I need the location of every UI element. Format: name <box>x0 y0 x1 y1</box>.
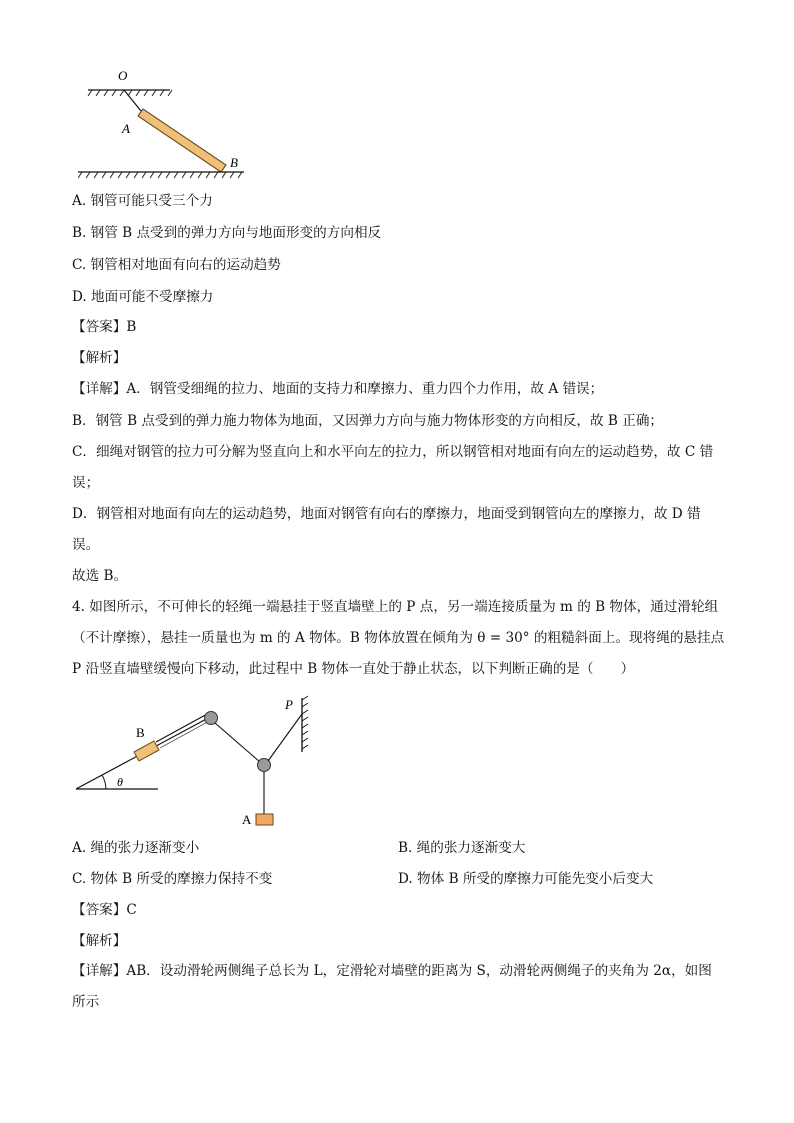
q3-explanation-line: 误。 <box>72 537 100 553</box>
q3-explanation-line: C．细绳对钢管的拉力可分解为竖直向上和水平向左的拉力，所以钢管相对地面有向左的运动趋势，故 C 错 <box>72 444 714 460</box>
q3-analysis-heading: 【解析】 <box>72 350 127 366</box>
q4-answer: 【答案】C <box>72 902 137 918</box>
q4-stem-line: （不计摩擦），悬挂一质量也为 m 的 A 物体。B 物体放置在倾角为 θ = 30° 的粗糙斜面上。现将绳的悬挂点 <box>72 630 725 646</box>
label-b: B <box>230 155 238 170</box>
q3-answer: 【答案】B <box>72 319 137 335</box>
q3-explanation-line: 【详解】A．钢管受细绳的拉力、地面的支持力和摩擦力、重力四个力作用，故 A 错误； <box>72 381 604 397</box>
q3-explanation-line: 误； <box>72 475 100 491</box>
q3-option-a: A. 钢管可能只受三个力 <box>72 193 213 209</box>
label-a: A <box>122 121 130 136</box>
q3-option-d: D. 地面可能不受摩擦力 <box>72 289 214 305</box>
q4-option-c: C. 物体 B 所受的摩擦力保持不变 <box>72 871 273 887</box>
q4-stem-line: 4. 如图所示，不可伸长的轻绳一端悬挂于竖直墙壁上的 P 点，另一端连接质量为 m 的 B 物体，通过滑轮组 <box>72 599 719 615</box>
q3-option-b: B. 钢管 B 点受到的弹力方向与地面形变的方向相反 <box>72 225 382 241</box>
q3-explanation-line: B．钢管 B 点受到的弹力施力物体为地面，又因弹力方向与施力物体形变的方向相反，故 B 正确； <box>72 413 663 429</box>
label-p: P <box>285 697 293 712</box>
label-a: A <box>242 812 252 827</box>
label-o: O <box>118 68 128 83</box>
figure-pulley-incline <box>72 690 322 830</box>
q4-option-b: B. 绳的张力逐渐变大 <box>398 840 526 856</box>
q4-stem-line: P 沿竖直墙壁缓慢向下移动，此过程中 B 物体一直处于静止状态，以下判断正确的是（ ） <box>72 661 635 677</box>
q4-option-a: A. 绳的张力逐渐变小 <box>72 840 200 856</box>
q4-analysis-heading: 【解析】 <box>72 933 127 949</box>
q3-explanation-line: 故选 B。 <box>72 568 128 584</box>
label-b: B <box>136 725 145 740</box>
q3-option-c: C. 钢管相对地面有向右的运动趋势 <box>72 257 281 273</box>
q4-explanation-line: 所示 <box>72 994 100 1010</box>
figure-pipe-rope <box>78 64 258 182</box>
q4-option-d: D. 物体 B 所受的摩擦力可能先变小后变大 <box>398 871 654 887</box>
q3-explanation-line: D．钢管相对地面有向左的运动趋势，地面对钢管有向右的摩擦力，地面受到钢管向左的摩擦力，故 D 错 <box>72 506 701 522</box>
q4-explanation-line: 【详解】AB．设动滑轮两侧绳子总长为 L，定滑轮对墙壁的距离为 S，动滑轮两侧绳子的夹角为 2α，如图 <box>72 963 712 979</box>
label-theta: θ <box>117 775 123 789</box>
